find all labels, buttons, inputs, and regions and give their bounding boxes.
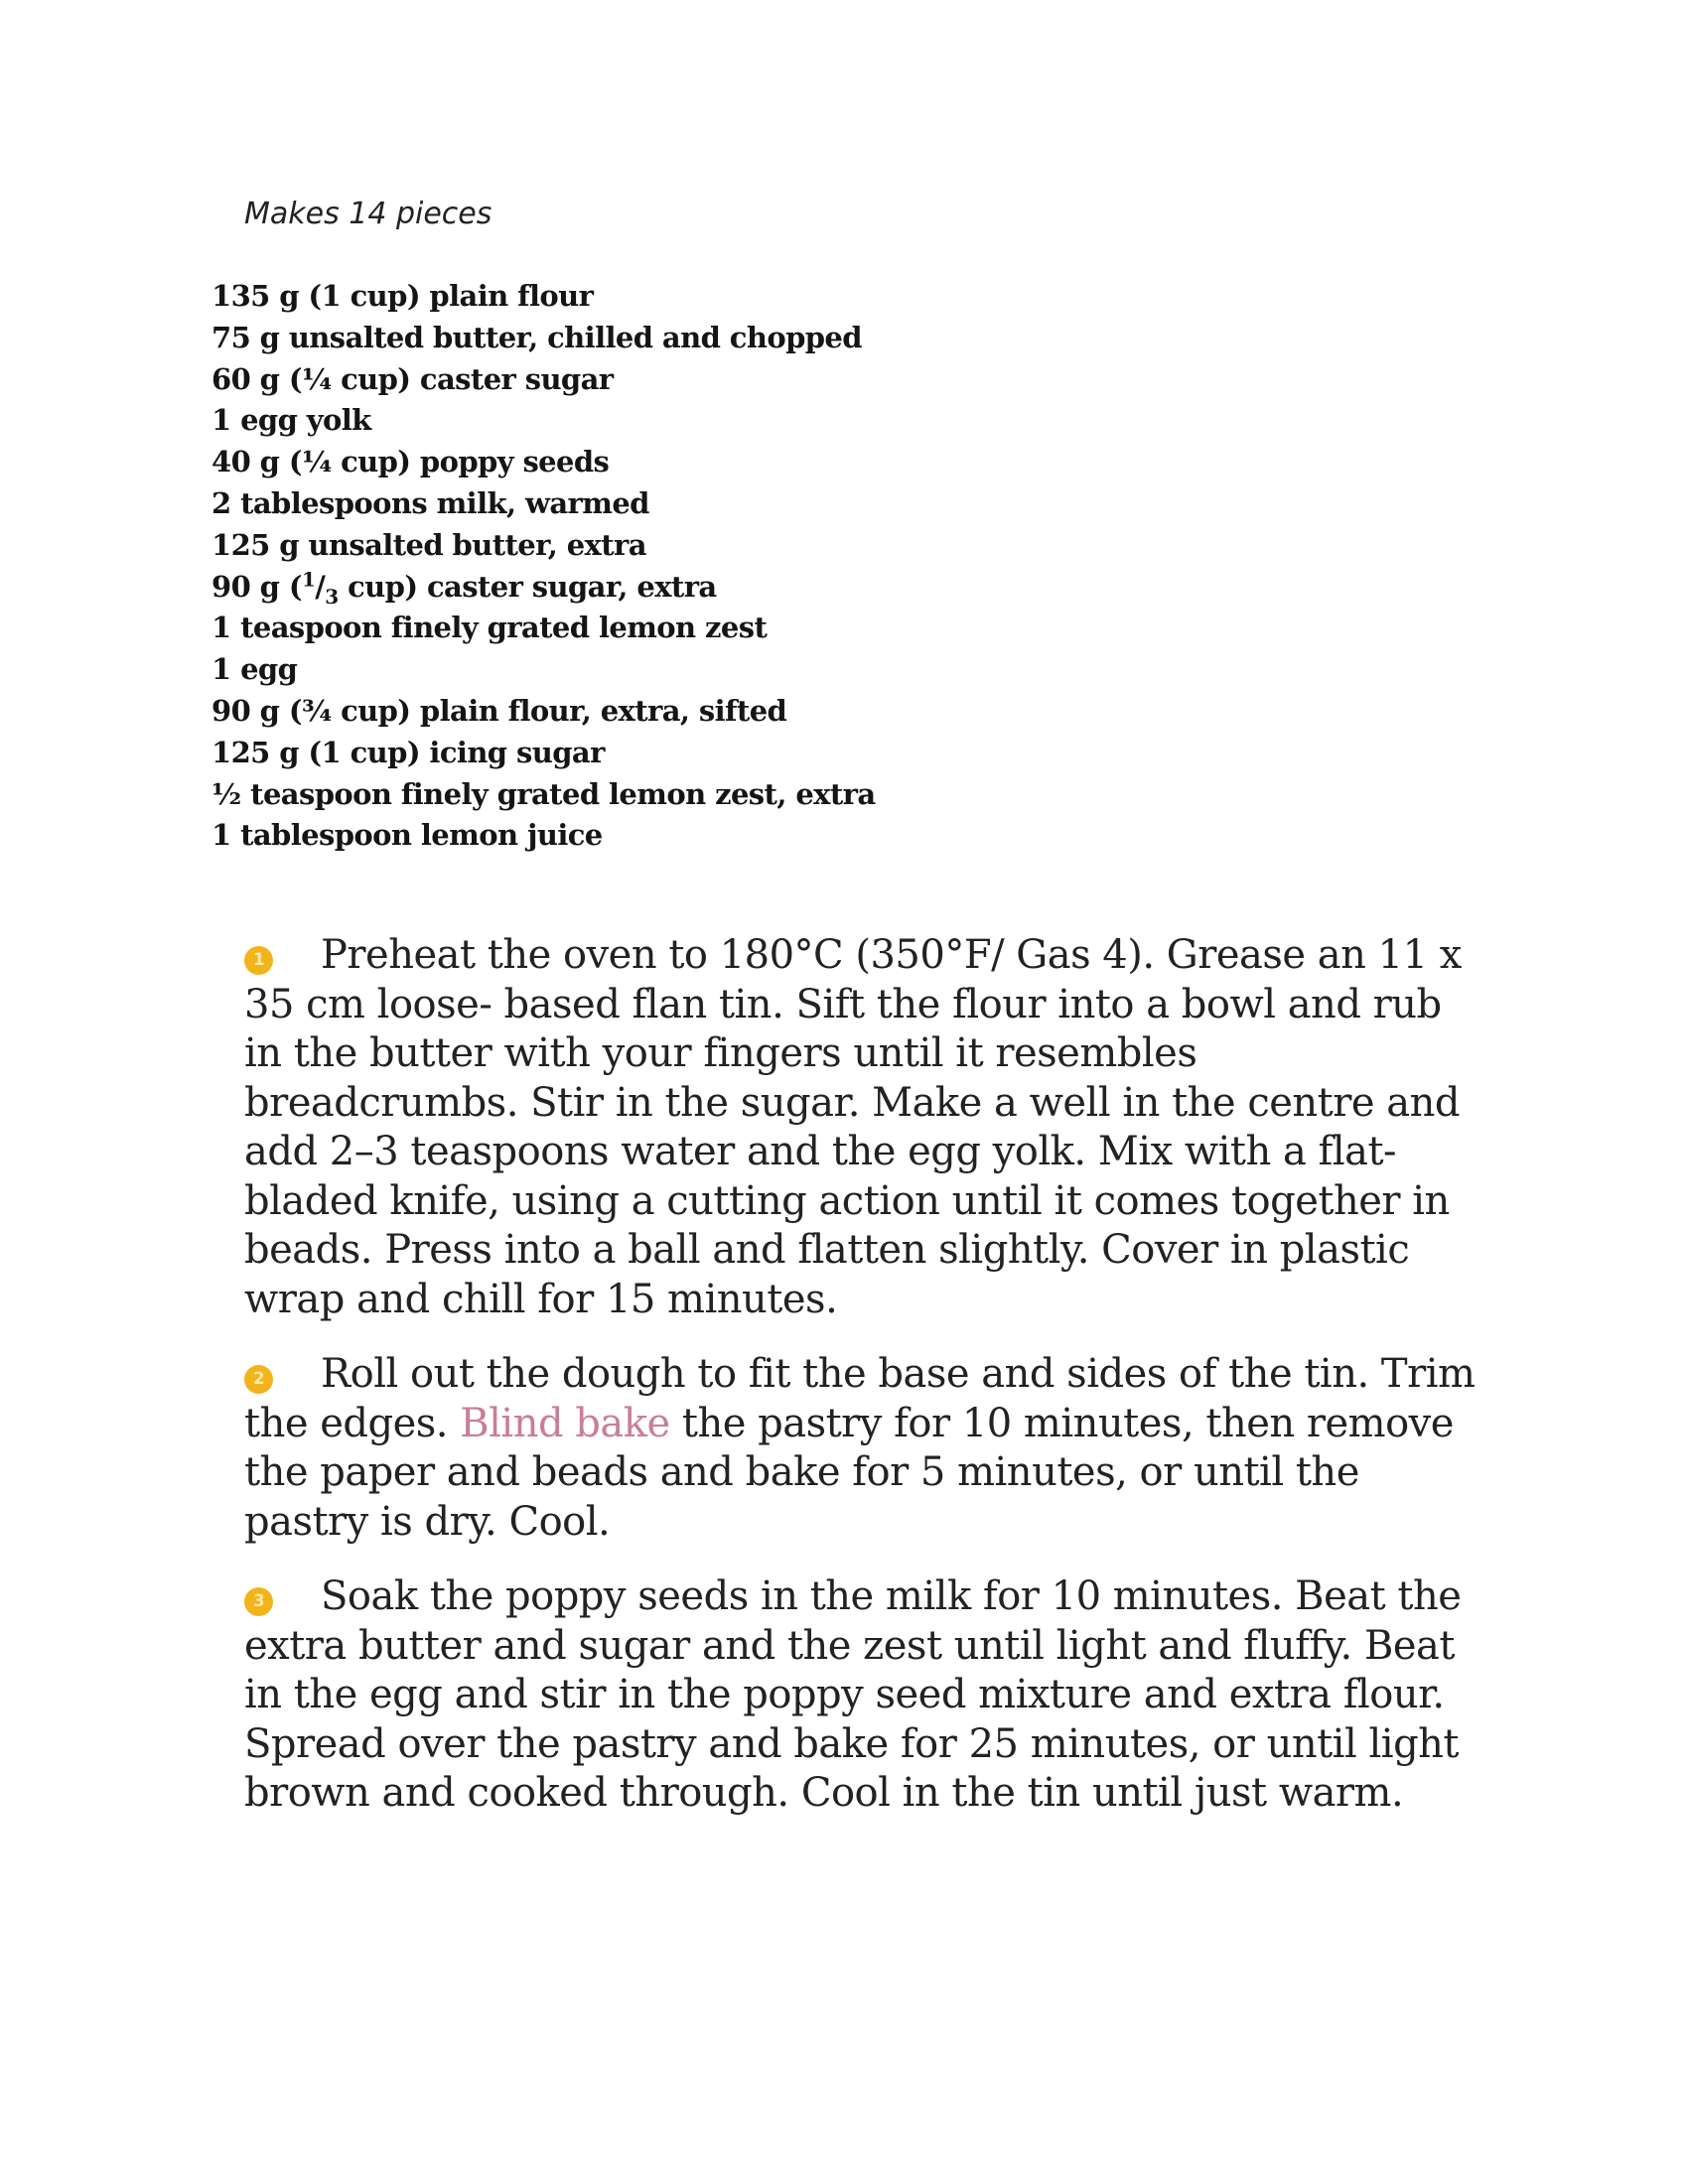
ingredient-item: 40 g (¼ cup) poppy seeds <box>211 445 610 479</box>
ingredient-item-fraction <box>211 567 876 609</box>
ingredient-item: 1 egg <box>211 652 298 687</box>
step-number-badge: 1 <box>244 946 273 975</box>
ingredient-text: 90 g ( <box>211 569 302 604</box>
recipe-yield: Makes 14 pieces <box>244 197 492 231</box>
ingredient-item: 60 g (¼ cup) caster sugar <box>211 361 614 396</box>
ingredient-item: 1 egg yolk <box>211 403 371 438</box>
step-number-badge: 2 <box>244 1365 273 1394</box>
step-number-badge: 3 <box>244 1587 273 1616</box>
ingredient-item: 125 g unsalted butter, extra <box>211 527 646 562</box>
ingredient-item: 90 g (¾ cup) plain flour, extra, sifted <box>211 693 787 728</box>
ingredient-item: 2 tablespoons milk, warmed <box>211 485 649 520</box>
step-text: Roll out the dough to fit the base and sides of the tin. Trim the edges. <box>244 1351 1476 1446</box>
method-steps <box>244 931 1476 1844</box>
ingredient-text: cup) caster sugar, extra <box>338 569 717 604</box>
ingredient-item: 1 teaspoon finely grated lemon zest <box>211 611 768 645</box>
step-text: the pastry for 10 minutes, then remove the paper and beads and bake for 5 minutes, or until the pastry is dry. Cool. <box>244 1400 1454 1545</box>
method-step <box>244 931 1476 1324</box>
method-step <box>244 1350 1476 1547</box>
fraction-denominator: 3 <box>325 584 339 609</box>
ingredient-item: 75 g unsalted butter, chilled and chopped <box>211 320 862 354</box>
fraction-numerator: 1 <box>301 566 316 591</box>
method-step <box>244 1572 1476 1819</box>
ingredient-list <box>211 276 876 857</box>
blind-bake-link[interactable]: Blind bake <box>460 1400 670 1446</box>
ingredient-item: 135 g (1 cup) plain flour <box>211 279 594 313</box>
ingredient-item: 1 tablespoon lemon juice <box>211 818 603 853</box>
fraction-slash: / <box>315 569 326 604</box>
step-text: Soak the poppy seeds in the milk for 10 minutes. Beat the extra butter and sugar and the zest until light and fluffy. Beat in the egg and stir in the poppy seed mixture and extra flour. Spread over the pastry and bake for 25 minutes, or until light brown and cooked through. Cool in the tin until just warm. <box>244 1573 1462 1816</box>
ingredient-item: 125 g (1 cup) icing sugar <box>211 735 605 769</box>
ingredient-item: ½ teaspoon finely grated lemon zest, extra <box>211 776 876 811</box>
step-text: Preheat the oven to 180°C (350°F/ Gas 4). Grease an 11 x 35 cm loose- based flan tin. Sift the flour into a bowl and rub in the butter with your fingers until it resembles breadcrumbs. Stir in the sugar. Make a well in the centre and add 2–3 teaspoons water and the egg yolk. Mix with a flat-bladed knife, using a cutting action until it comes together in beads. Press into a ball and flatten slightly. Cover in plastic wrap and chill for 15 minutes. <box>244 932 1462 1322</box>
